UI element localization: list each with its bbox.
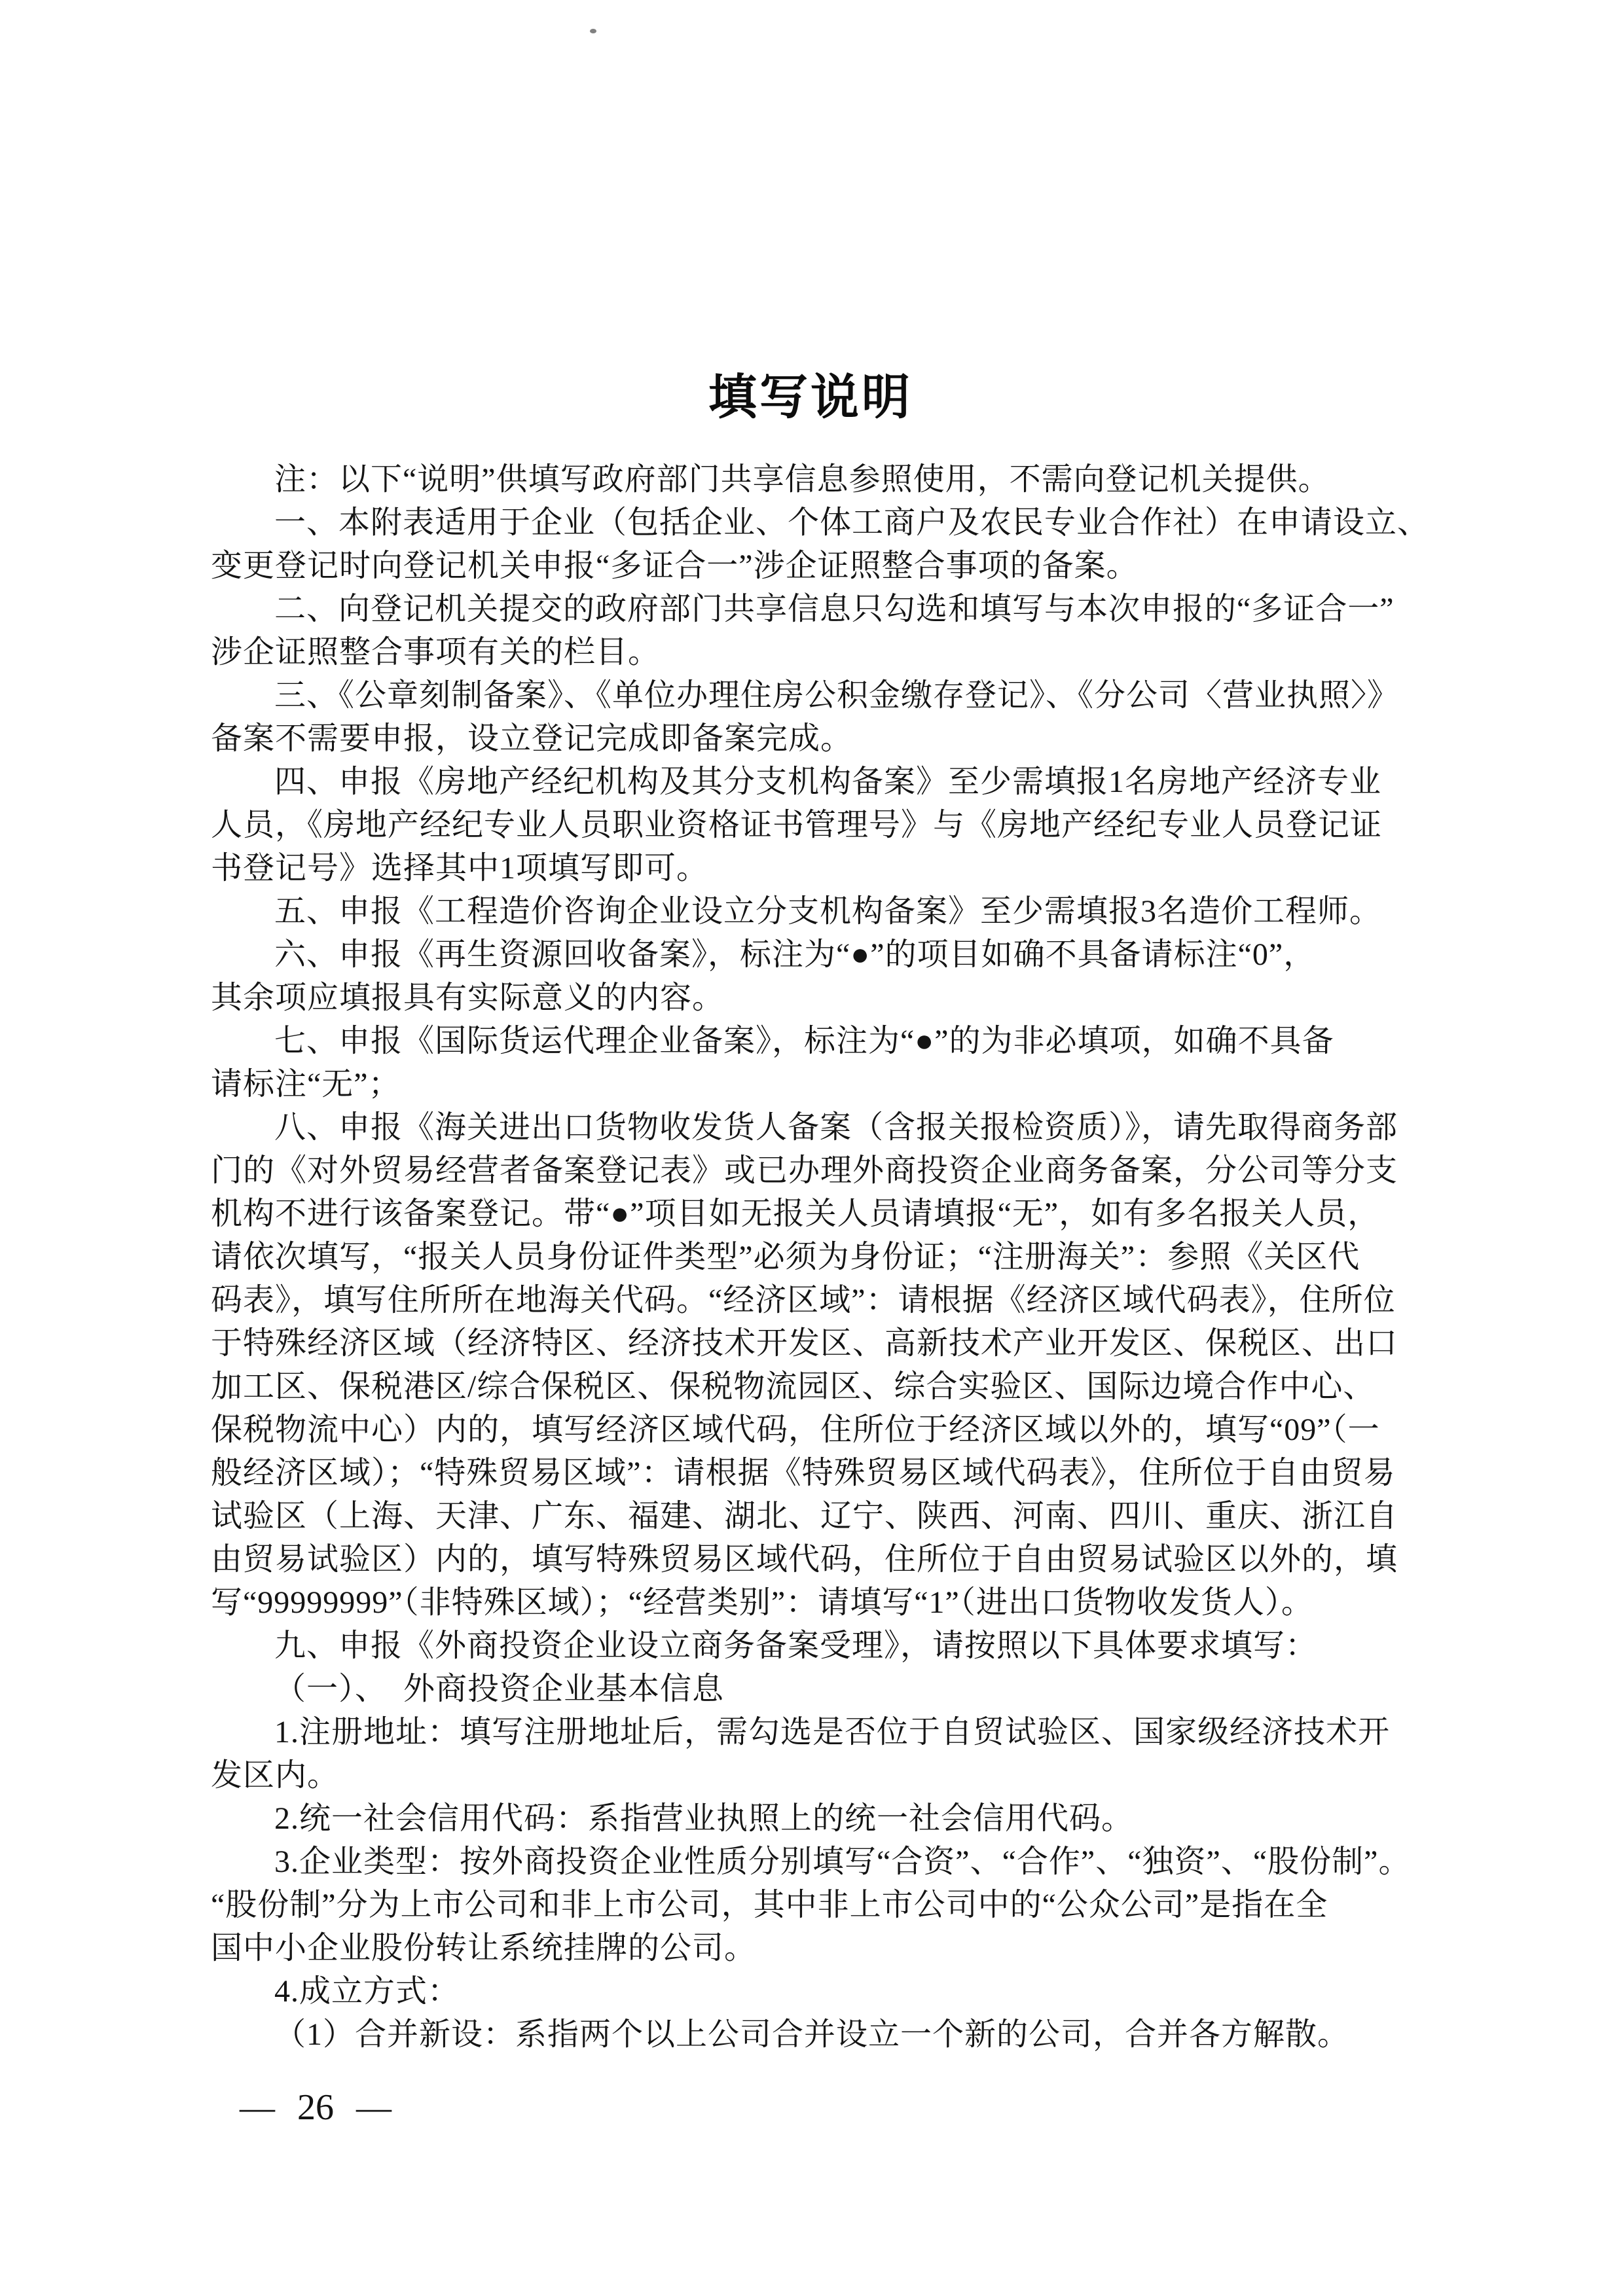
body-line: “股份制”分为上市公司和非上市公司，其中非上市公司中的“公众公司”是指在全 [211,1888,1328,1922]
body-line: 国中小企业股份转让系统挂牌的公司。 [211,1931,757,1965]
body-line: 六、申报《再生资源回收备案》，标注为“●”的项目如确不具备请标注“0”， [274,937,1316,972]
body-line: 涉企证照整合事项有关的栏目。 [211,635,661,670]
body-line: 九、申报《外商投资企业设立商务备案受理》，请按照以下具体要求填写： [274,1628,1318,1663]
body-line: 三、《公章刻制备案》、《单位办理住房公积金缴存登记》、《分公司〈营业执照〉》 [274,678,1400,713]
body-line: 人员，《房地产经纪专业人员职业资格证书管理号》与《房地产经纪专业人员登记证 [211,808,1383,842]
page-footer [240,2087,392,2128]
body-line: 码表》，填写住所所在地海关代码。“经济区域”：请根据《经济区域代码表》，住所位 [211,1283,1396,1318]
body-line: 2.统一社会信用代码：系指营业执照上的统一社会信用代码。 [274,1801,1134,1836]
body-line: 试验区（上海、天津、广东、福建、湖北、辽宁、陕西、河南、四川、重庆、浙江自 [211,1499,1398,1534]
body-text [211,458,1430,2056]
body-line: 五、申报《工程造价咨询企业设立分支机构备案》至少需填报3名造价工程师。 [274,894,1382,929]
body-line: 备案不需要申报，设立登记完成即备案完成。 [211,721,853,756]
body-line: （一）、 外商投资企业基本信息 [274,1672,725,1706]
footer-page-number: 26 [297,2087,334,2128]
body-line: 4.成立方式： [274,1974,460,2009]
footer-dash-right: — [356,2088,392,2127]
body-line: 七、申报《国际货运代理企业备案》，标注为“●”的为非必填项，如确不具备 [274,1024,1334,1058]
body-line: 二、向登记机关提交的政府部门共享信息只勾选和填写与本次申报的“多证合一” [274,592,1395,626]
body-line: 保税物流中心）内的，填写经济区域代码，住所位于经济区域以外的，填写“09”（一 [211,1412,1380,1447]
body-line: 加工区、保税港区/综合保税区、保税物流园区、综合实验区、国际边境合作中心、 [211,1369,1376,1404]
body-line: 3.企业类型：按外商投资企业性质分别填写“合资”、“合作”、“独资”、“股份制”。 [274,1844,1411,1879]
body-line: 请依次填写，“报关人员身份证件类型”必须为身份证；“注册海关”：参照《关区代 [211,1240,1360,1274]
body-line: 于特殊经济区域（经济特区、经济技术开发区、高新技术产业开发区、保税区、出口 [211,1326,1398,1361]
body-line: 四、申报《房地产经纪机构及其分支机构备案》至少需填报1名房地产经济专业 [274,764,1382,799]
body-line: 写“99999999”（非特殊区域）；“经营类别”：请填写“1”（进出口货物收发货人）。 [211,1585,1313,1620]
body-line: 注：以下“说明”供填写政府部门共享信息参照使用，不需向登记机关提供。 [274,462,1330,497]
scan-artifact-dot [590,29,596,33]
body-line: （1）合并新设：系指两个以上公司合并设立一个新的公司，合并各方解散。 [274,2017,1350,2052]
body-line: 由贸易试验区）内的，填写特殊贸易区域代码，住所位于自由贸易试验区以外的，填 [211,1542,1398,1577]
footer-dash-left: — [240,2088,275,2127]
body-line: 请标注“无”； [211,1067,401,1102]
body-line: 发区内。 [211,1758,340,1793]
body-line: 书登记号》选择其中1项填写即可。 [211,851,709,886]
body-line: 门的《对外贸易经营者备案登记表》或已办理外商投资企业商务备案，分公司等分支 [211,1153,1398,1188]
body-line: 八、申报《海关进出口货物收发货人备案（含报关报检资质）》，请先取得商务部 [274,1110,1398,1145]
page-title: 填写说明 [708,371,913,425]
body-line: 机构不进行该备案登记。带“●”项目如无报关人员请填报“无”，如有多名报关人员， [211,1196,1380,1231]
body-line: 1.注册地址：填写注册地址后，需勾选是否位于自贸试验区、国家级经济技术开 [274,1715,1391,1749]
body-line: 变更登记时向登记机关申报“多证合一”涉企证照整合事项的备案。 [211,548,1139,583]
body-line: 一、本附表适用于企业（包括企业、个体工商户及农民专业合作社）在申请设立、 [274,505,1430,540]
body-line: 般经济区域）；“特殊贸易区域”：请根据《特殊贸易区域代码表》，住所位于自由贸易 [211,1456,1396,1490]
body-line: 其余项应填报具有实际意义的内容。 [211,980,725,1015]
